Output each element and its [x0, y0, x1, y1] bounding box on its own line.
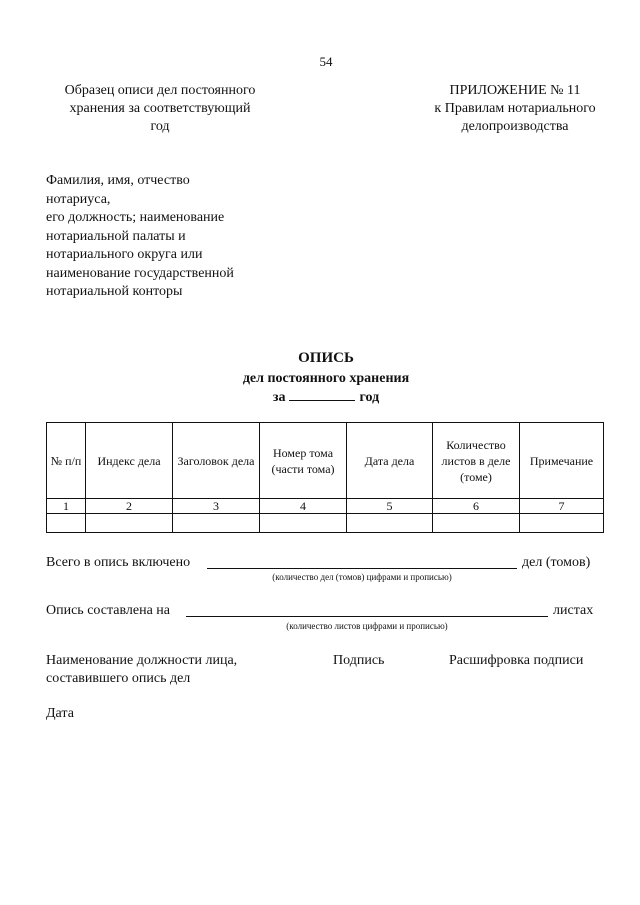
compiled-on-label: Опись составлена на — [46, 603, 171, 618]
total-included-blank[interactable] — [207, 568, 517, 569]
date-label: Дата — [46, 706, 74, 721]
position-label — [46, 652, 237, 688]
notary-details-line: нотариальной палаты и — [46, 228, 186, 244]
column-number: 6 — [433, 499, 520, 514]
table-cell[interactable] — [260, 514, 347, 533]
table-cell[interactable] — [86, 514, 173, 533]
column-header: Индекс дела — [86, 423, 173, 499]
column-header: Номер тома (части тома) — [260, 423, 347, 499]
table-cell[interactable] — [520, 514, 604, 533]
table-cell[interactable] — [433, 514, 520, 533]
notary-details-line: нотариальной конторы — [46, 284, 183, 299]
table-cell[interactable] — [47, 514, 86, 533]
compiled-on-caption: (количество листов цифрами и прописью) — [286, 621, 448, 631]
column-number: 3 — [173, 499, 260, 514]
position-label-line: составившего опись дел — [46, 671, 191, 686]
page-number: 54 — [319, 54, 333, 69]
year-blank[interactable] — [289, 388, 355, 401]
year-prefix: за — [272, 390, 286, 405]
signature-label: Подпись — [333, 653, 385, 668]
notary-details-line: нотариуса, — [46, 191, 111, 207]
column-number-row — [47, 499, 604, 514]
total-included-label: Всего в опись включено — [46, 555, 191, 570]
notary-details-line: нотариального округа или — [46, 247, 203, 262]
column-header: Примечание — [520, 423, 604, 499]
column-number: 5 — [347, 499, 433, 514]
inventory-table — [46, 422, 604, 533]
compiled-on-suffix: листах — [553, 603, 594, 618]
signature-decode-label: Расшифровка подписи — [449, 653, 584, 668]
form-sample-caption-line: год — [150, 119, 170, 134]
table-cell[interactable] — [347, 514, 433, 533]
appendix-reference-line: делопроизводства — [461, 119, 569, 134]
year-line — [0, 388, 640, 406]
position-label-line: Наименование должности лица, — [46, 653, 238, 668]
compiled-on-blank[interactable] — [186, 616, 548, 617]
appendix-reference-line: ПРИЛОЖЕНИЕ № 11 — [449, 83, 581, 98]
notary-details-line: его должность; наименование — [46, 210, 225, 225]
total-included-suffix: дел (томов) — [522, 555, 591, 570]
appendix-reference — [410, 82, 620, 136]
column-number: 2 — [86, 499, 173, 514]
document-subtitle: дел постоянного хранения — [242, 371, 410, 386]
column-number: 7 — [520, 499, 604, 514]
column-header: Заголовок дела — [173, 423, 260, 499]
column-header: № п/п — [47, 423, 86, 499]
form-sample-caption — [40, 82, 280, 136]
notary-details-line: Фамилия, имя, отчество — [46, 173, 190, 188]
form-sample-caption-line: Образец описи дел постоянного — [64, 83, 256, 98]
column-number: 1 — [47, 499, 86, 514]
year-suffix: год — [359, 390, 380, 405]
appendix-reference-line: к Правилам нотариального — [434, 101, 596, 116]
table-row — [47, 514, 604, 533]
document-title: ОПИСЬ — [298, 350, 354, 366]
form-sample-caption-line: хранения за соответствующий — [69, 101, 251, 116]
column-number: 4 — [260, 499, 347, 514]
column-header: Количество листов в деле (томе) — [433, 423, 520, 499]
notary-details-block — [46, 172, 306, 302]
table-header-row — [47, 423, 604, 499]
table-cell[interactable] — [173, 514, 260, 533]
notary-details-line: наименование государственной — [46, 265, 234, 281]
total-included-caption: (количество дел (томов) цифрами и прописью) — [272, 572, 452, 582]
column-header: Дата дела — [347, 423, 433, 499]
